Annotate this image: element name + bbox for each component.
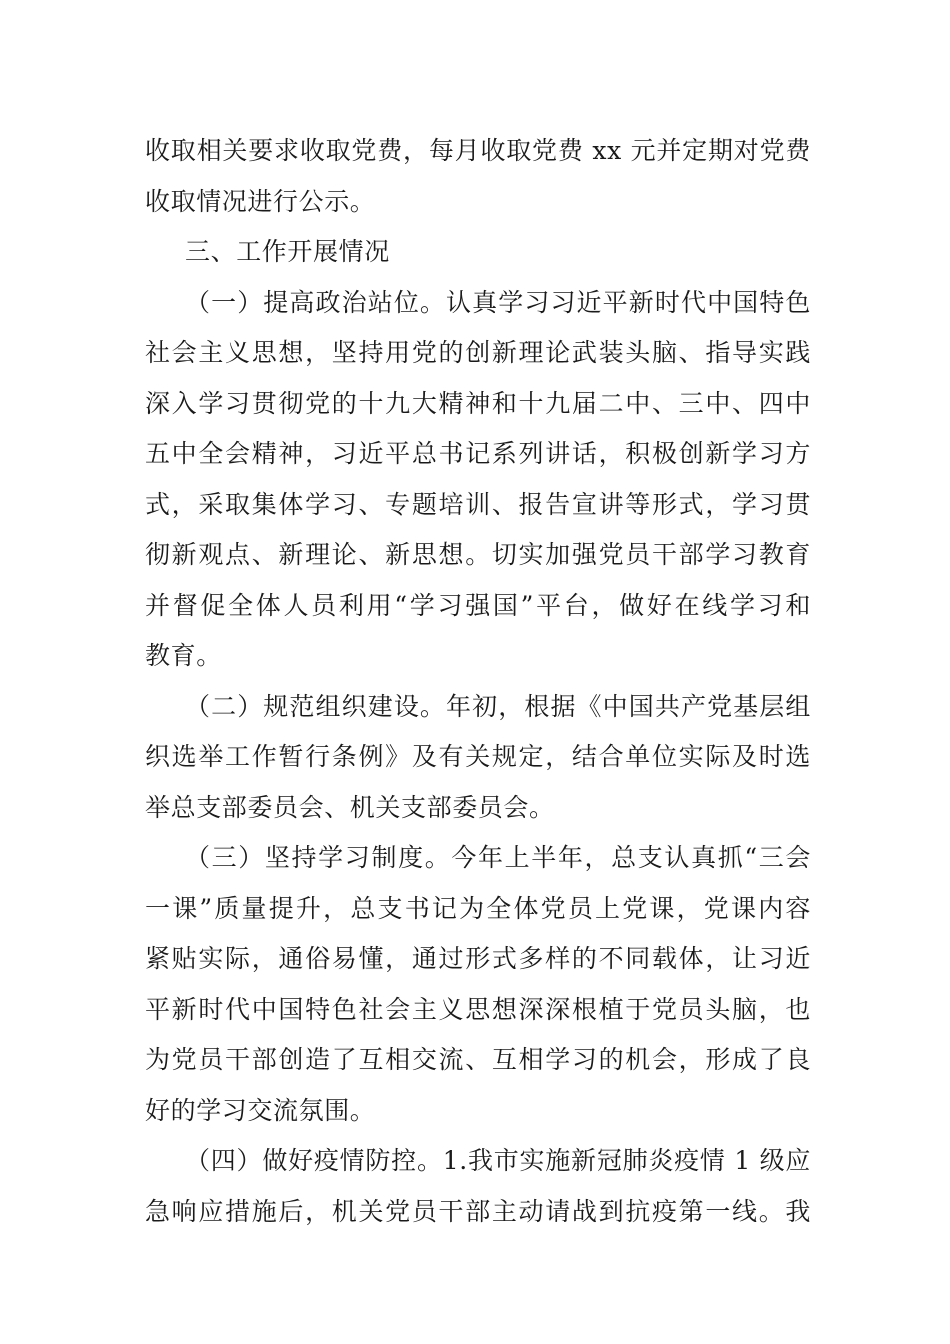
text-line: 织选举工作暂行条例》及有关规定，结合单位实际及时选 xyxy=(145,742,811,771)
text-line: 并督促全体人员利用“学习强国”平台，做好在线学习和 xyxy=(145,590,811,620)
text-line: 收取情况进行公示。 xyxy=(145,186,376,216)
text-line: 五中全会精神，习近平总书记系列讲话，积极创新学习方 xyxy=(145,439,811,468)
paragraph-first-line: （四）做好疫情防控。1.我市实施新冠肺炎疫情 1 级应 xyxy=(185,1146,811,1175)
text-line: 彻新观点、新理论、新思想。切实加强党员干部学习教育 xyxy=(145,540,811,569)
paragraph-first-line: （二）规范组织建设。年初，根据《中国共产党基层组 xyxy=(185,691,811,721)
text-line: 紧贴实际，通俗易懂，通过形式多样的不同载体，让习近 xyxy=(145,944,811,973)
section-heading: 三、工作开展情况 xyxy=(185,237,390,266)
text-line: 举总支部委员会、机关支部委员会。 xyxy=(145,792,555,822)
paragraph-first-line: （一）提高政治站位。认真学习习近平新时代中国特色 xyxy=(185,287,811,317)
text-line: 社会主义思想，坚持用党的创新理论武装头脑、指导实践 xyxy=(145,338,811,367)
text-line: 教育。 xyxy=(145,641,222,670)
text-line: 深入学习贯彻党的十九大精神和十九届二中、三中、四中 xyxy=(145,388,811,418)
text-line: 一课”质量提升，总支书记为全体党员上党课，党课内容 xyxy=(145,893,811,923)
text-line: 为党员干部创造了互相交流、互相学习的机会，形成了良 xyxy=(145,1045,811,1074)
text-line: 平新时代中国特色社会主义思想深深根植于党员头脑，也 xyxy=(145,994,811,1024)
text-line: 收取相关要求收取党费，每月收取党费 xx 元并定期对党费 xyxy=(145,136,811,165)
text-line: 式，采取集体学习、专题培训、报告宣讲等形式，学习贯 xyxy=(145,489,811,519)
text-line: 急响应措施后，机关党员干部主动请战到抗疫第一线。我 xyxy=(145,1196,811,1226)
document-body xyxy=(145,126,811,1237)
text-line: 好的学习交流氛围。 xyxy=(145,1095,376,1125)
paragraph-first-line: （三）坚持学习制度。今年上半年，总支认真抓“三会 xyxy=(185,843,811,872)
